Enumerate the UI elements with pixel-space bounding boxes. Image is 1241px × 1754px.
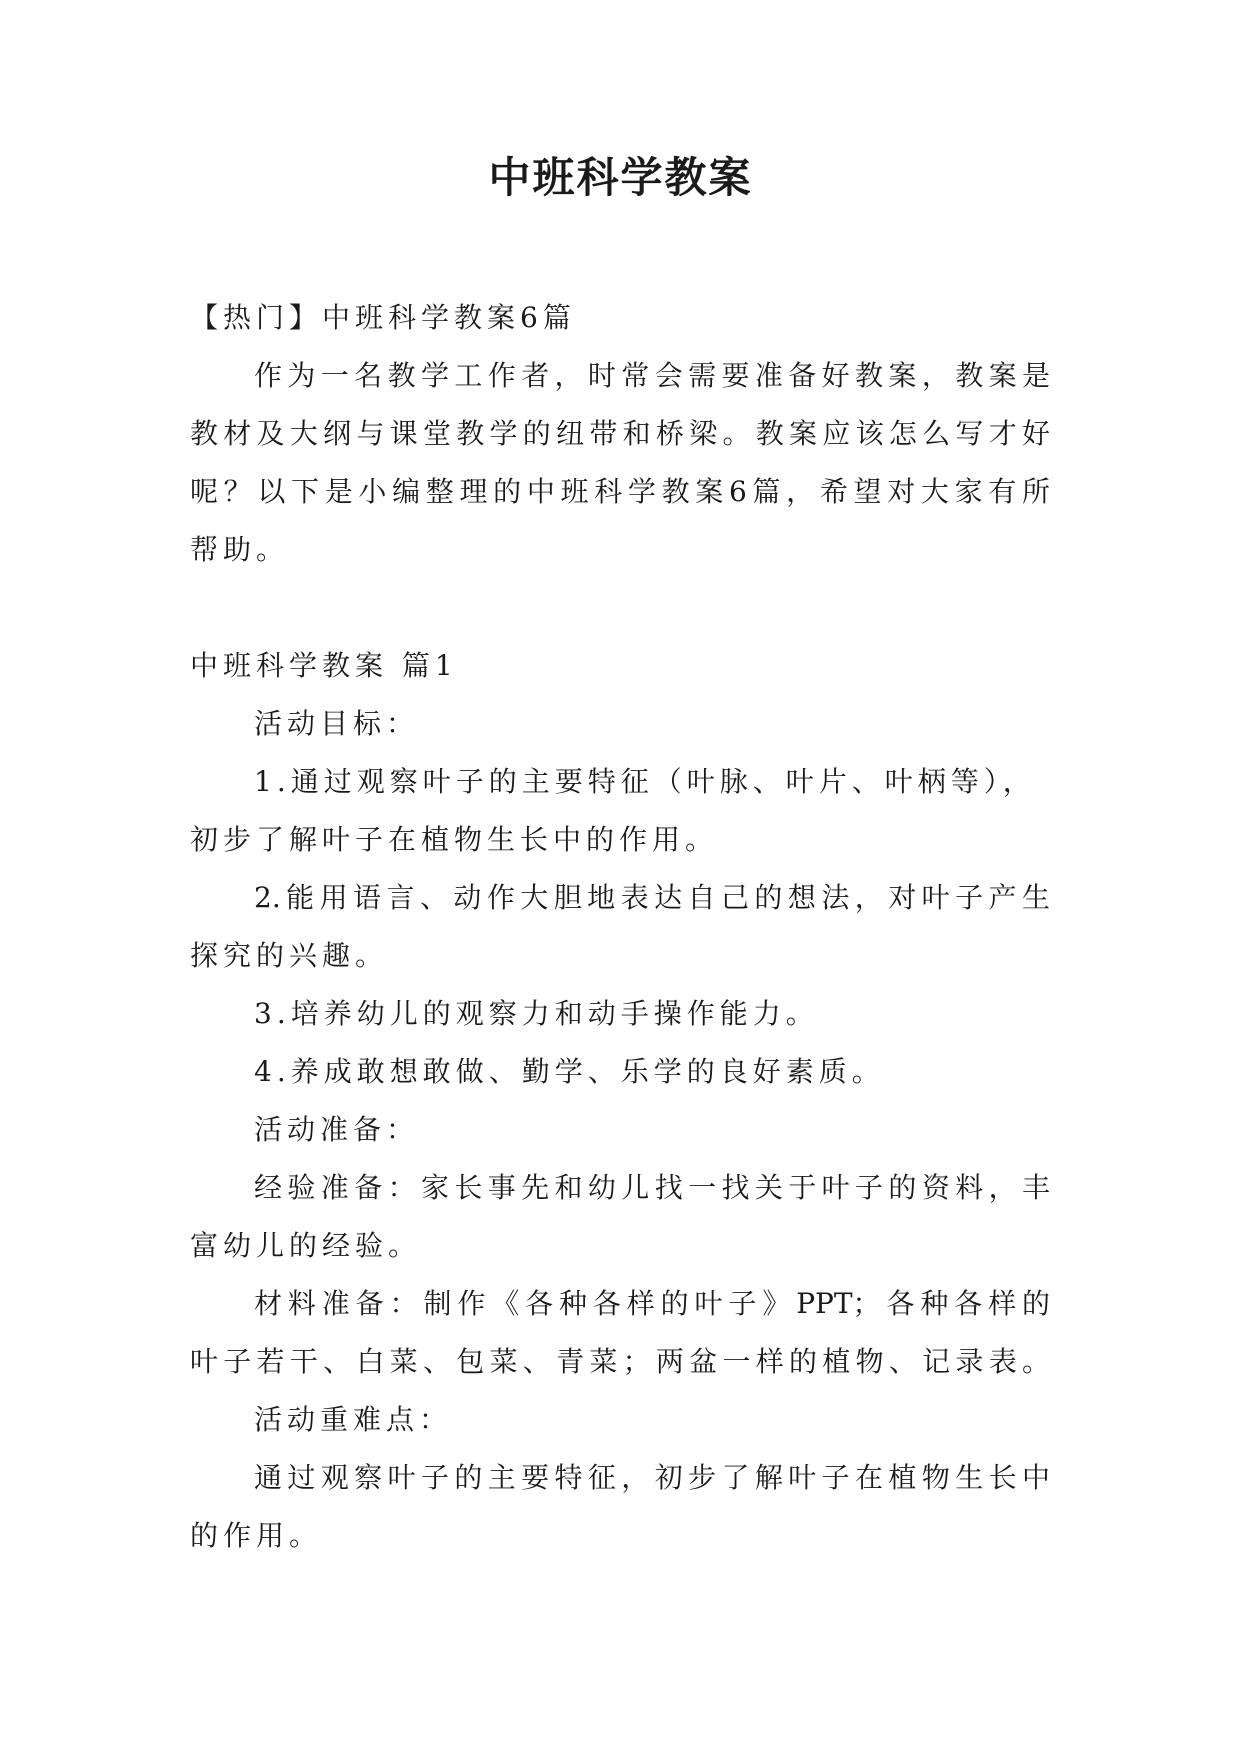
key-difficulties-text: 通过观察叶子的主要特征，初步了解叶子在植物生长中 [254,1461,1050,1494]
subheading-key-difficulties: 活动重难点： [254,1403,453,1436]
goal-item-1: 1.通过观察叶子的主要特征（叶脉、叶片、叶柄等）， [254,765,1036,798]
experience-preparation: 经验准备：家长事先和幼儿找一找关于叶子的资料，丰 [254,1171,1050,1204]
section-spacer [190,579,1050,637]
material-preparation: 材料准备：制作《各种各样的叶子》PPT；各种各样的 [254,1287,1050,1320]
goal-item-3: 3.培养幼儿的观察力和动手操作能力。 [254,997,819,1030]
goal-item-4: 4.养成敢想敢做、勤学、乐学的良好素质。 [254,1055,885,1088]
intro-heading: 【热门】中班科学教案6篇 [190,301,576,334]
subheading-activity-preparation: 活动准备： [254,1113,420,1146]
intro-paragraph-line: 教材及大纲与课堂教学的纽带和桥梁。教案应该怎么写才好 [190,417,1050,450]
goal-item-1-continued: 初步了解叶子在植物生长中的作用。 [190,823,719,856]
document-title: 中班科学教案 [488,153,753,202]
document-body [190,289,1050,1565]
goal-item-2-continued: 探究的兴趣。 [190,939,389,972]
intro-paragraph-line: 呢？以下是小编整理的中班科学教案6篇，希望对大家有所 [190,475,1050,508]
intro-paragraph-line: 作为一名教学工作者，时常会需要准备好教案，教案是 [254,359,1050,392]
key-difficulties-text-continued: 的作用。 [190,1519,323,1552]
subheading-activity-goals: 活动目标： [254,707,420,740]
section-heading: 中班科学教案 篇1 [190,649,458,682]
goal-item-2: 2.能用语言、动作大胆地表达自己的想法，对叶子产生 [254,881,1050,914]
experience-preparation-continued: 富幼儿的经验。 [190,1229,422,1262]
material-preparation-continued: 叶子若干、白菜、包菜、青菜；两盆一样的植物、记录表。 [190,1345,1050,1378]
intro-paragraph-line: 帮助。 [190,533,290,566]
